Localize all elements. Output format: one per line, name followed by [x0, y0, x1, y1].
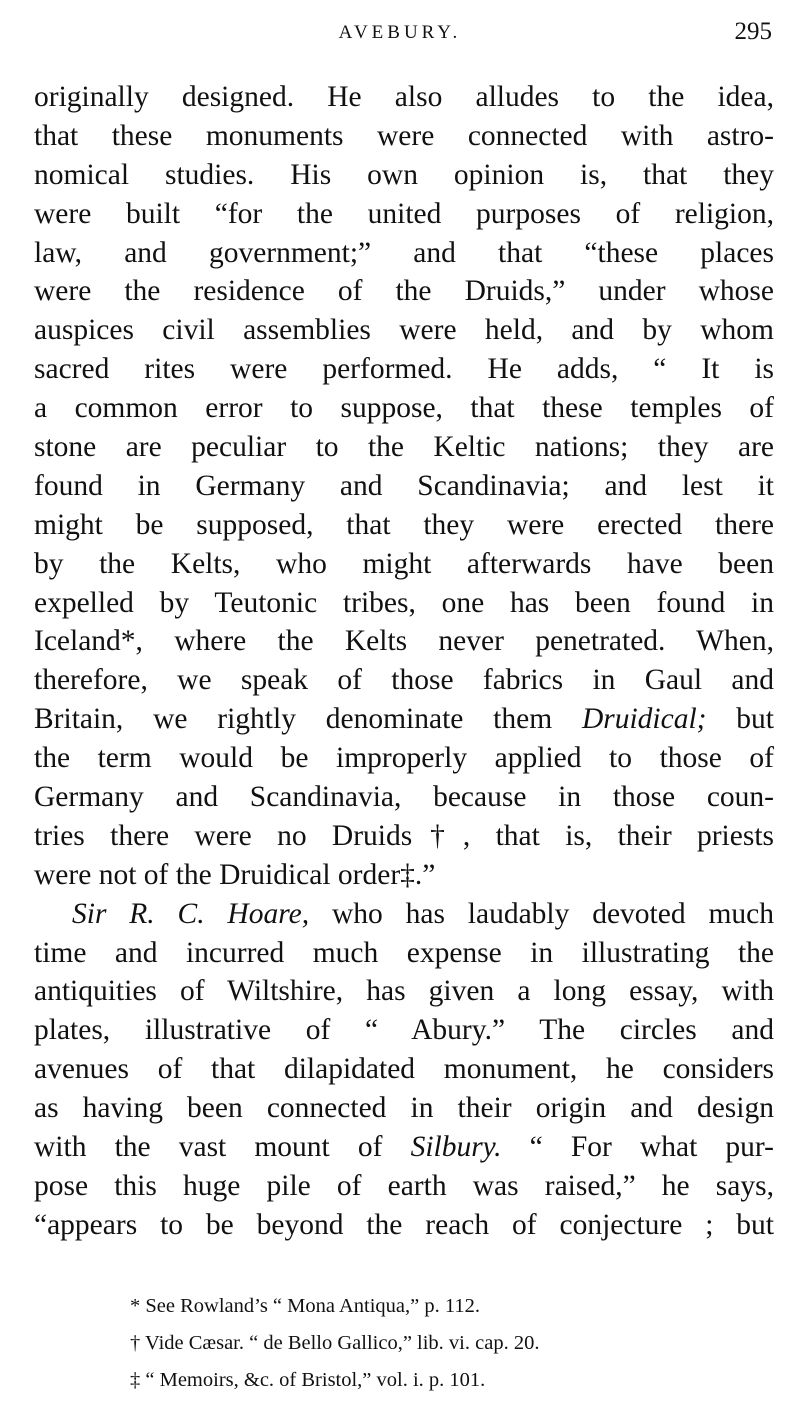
- text-line: stone are peculiar to the Keltic nations; they are: [34, 431, 774, 464]
- text-line: auspices civil assemblies were held, and by whom: [34, 314, 774, 347]
- text-line: were the residence of the Druids,” under whose: [34, 275, 774, 308]
- text-line: found in Germany and Scandinavia; and lest it: [34, 469, 774, 502]
- paragraph-start-line: [34, 895, 774, 934]
- footnotes: [130, 1288, 730, 1399]
- text-line: as having been connected in their origin and design: [34, 1092, 774, 1125]
- text-line: law, and government;” and that “these places: [34, 236, 774, 269]
- text-line: Germany and Scandinavia, because in those coun-: [34, 781, 774, 814]
- text-line: sacred rites were performed. He adds, “ It is: [34, 353, 774, 386]
- text-line: plates, illustrative of “ Abury.” The circles and: [34, 1014, 774, 1047]
- footnote-asterisk: * See Rowland’s “ Mona Antiqua,” p. 112.: [130, 1295, 480, 1317]
- running-title: AVEBURY.: [338, 22, 462, 43]
- text-line: “appears to be beyond the reach of conjecture ; but: [34, 1208, 774, 1241]
- text-line: originally designed. He also alludes to the idea,: [34, 81, 774, 113]
- text-line: were built “for the united purposes of religion,: [34, 197, 774, 230]
- italic-term-druidical: Druidical;: [581, 703, 707, 736]
- text-line: tries there were no Druids†, that is, their priests: [34, 819, 774, 852]
- text-line: Iceland*, where the Kelts never penetrated. When,: [34, 625, 774, 658]
- page-number: 295: [734, 18, 772, 45]
- text-run: with the vast mount of: [34, 1131, 411, 1164]
- body-text: [34, 78, 774, 1245]
- text-line: pose this huge pile of earth was raised,” he says,: [34, 1169, 774, 1202]
- text-line: the term would be improperly applied to those of: [34, 742, 774, 775]
- text-line: antiquities of Wiltshire, has given a long essay, with: [34, 975, 774, 1008]
- italic-place-silbury: Silbury.: [410, 1131, 502, 1164]
- text-line: therefore, we speak of those fabrics in Gaul and: [34, 664, 774, 697]
- text-run: Britain, we rightly denominate them: [34, 703, 582, 736]
- paragraph-end-line: were not of the Druidical order‡.”: [34, 858, 436, 891]
- text-line: might be supposed, that they were erected there: [34, 508, 774, 541]
- text-line-with-italic: [34, 700, 774, 739]
- text-run: but: [706, 703, 774, 736]
- text-run: who has laudably devoted much: [309, 897, 774, 930]
- text-line: by the Kelts, who might afterwards have been: [34, 547, 774, 580]
- italic-name-hoare: Sir R. C. Hoare,: [72, 897, 310, 930]
- text-line: avenues of that dilapidated monument, he considers: [34, 1053, 774, 1086]
- text-line: that these monuments were connected with astro-: [34, 119, 774, 152]
- text-line: time and incurred much expense in illustrating the: [34, 936, 774, 969]
- text-line: a common error to suppose, that these temples of: [34, 392, 774, 425]
- text-line-with-italic: [34, 1128, 774, 1167]
- text-line: nomical studies. His own opinion is, that they: [34, 158, 774, 191]
- text-run: “ For what pur-: [501, 1131, 774, 1164]
- footnote-dagger: † Vide Cæsar. “ de Bello Gallico,” lib. vi. cap. 20.: [130, 1332, 540, 1354]
- running-head: [0, 18, 800, 52]
- text-line: expelled by Teutonic tribes, one has been found in: [34, 586, 774, 619]
- footnote-double-dagger: ‡ “ Memoirs, &c. of Bristol,” vol. i. p. 101.: [130, 1369, 486, 1391]
